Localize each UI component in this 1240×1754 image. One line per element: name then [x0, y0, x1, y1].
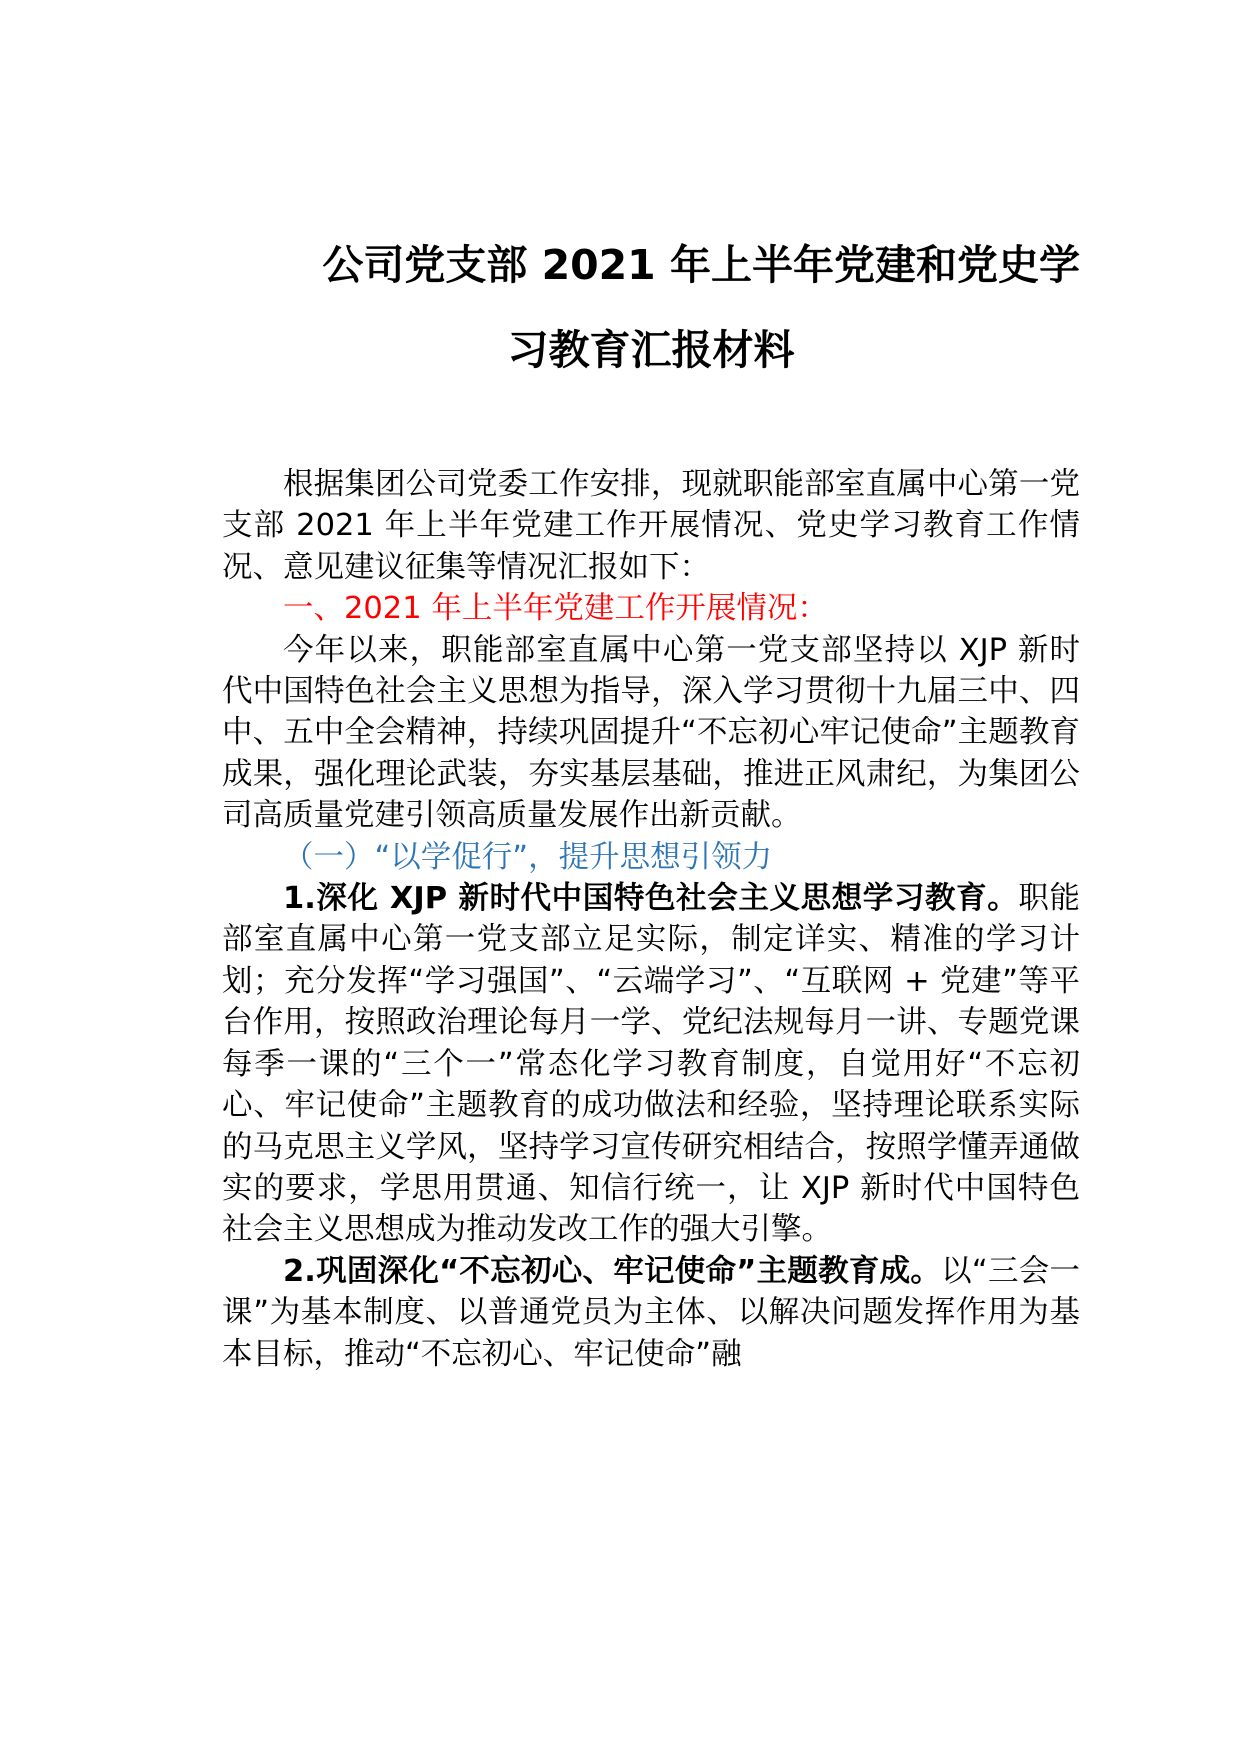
- item-2-text: 以“三会一课”为基本制度、以普通党员为主体、以解决问题发挥作用为基本目标，推动“不忘初心、牢记使命”融: [222, 1253, 1080, 1372]
- item-1-heading: 1.深化 XJP 新时代中国特色社会主义思想学习教育。: [283, 881, 1019, 917]
- section-1-paragraph: 今年以来，职能部室直属中心第一党支部坚持以 XJP 新时代中国特色社会主义思想为指导，深入学习贯彻十九届三中、四中、五中全会精神，持续巩固提升“不忘初心牢记使命”主题教育成果，强化理论武装，夯实基层基础，推进正风肃纪，为集团公司高质量党建引领高质量发展作出新贡献。: [222, 632, 1080, 834]
- document-title-line-1: 公司党支部 2021 年上半年党建和党史学: [322, 241, 1080, 289]
- section-heading-1: 一、2021 年上半年党建工作开展情况：: [283, 591, 828, 627]
- document-body: [222, 464, 1080, 1375]
- document-title-line-2: 习教育汇报材料: [507, 326, 795, 374]
- item-1-text: 职能部室直属中心第一党支部立足实际，制定详实、精准的学习计划；充分发挥“学习强国”、“云端学习”、“互联网 + 党建”等平台作用，按照政治理论每月一学、党纪法规每月一讲、专题党课每季一课的“三个一”常态化学习教育制度，自觉用好“不忘初心、牢记使命”主题教育的成功做法和经验，坚持理论联系实际的马克思主义学风，坚持学习宣传研究相结合，按照学懂弄通做实的要求，学思用贯通、知信行统一，让 XJP 新时代中国特色社会主义思想成为推动发改工作的强大引擎。: [222, 881, 1081, 1248]
- intro-paragraph: 根据集团公司党委工作安排，现就职能部室直属中心第一党支部 2021 年上半年党建工作开展情况、党史学习教育工作情况、意见建议征集等情况汇报如下：: [222, 467, 1080, 585]
- item-2-paragraph: [222, 1251, 1080, 1375]
- subsection-heading-1: （一）“以学促行”，提升思想引领力: [283, 839, 773, 875]
- item-2-heading: 2.巩固深化“不忘初心、牢记使命”主题教育成。: [283, 1253, 942, 1289]
- item-1-paragraph: [222, 878, 1080, 1251]
